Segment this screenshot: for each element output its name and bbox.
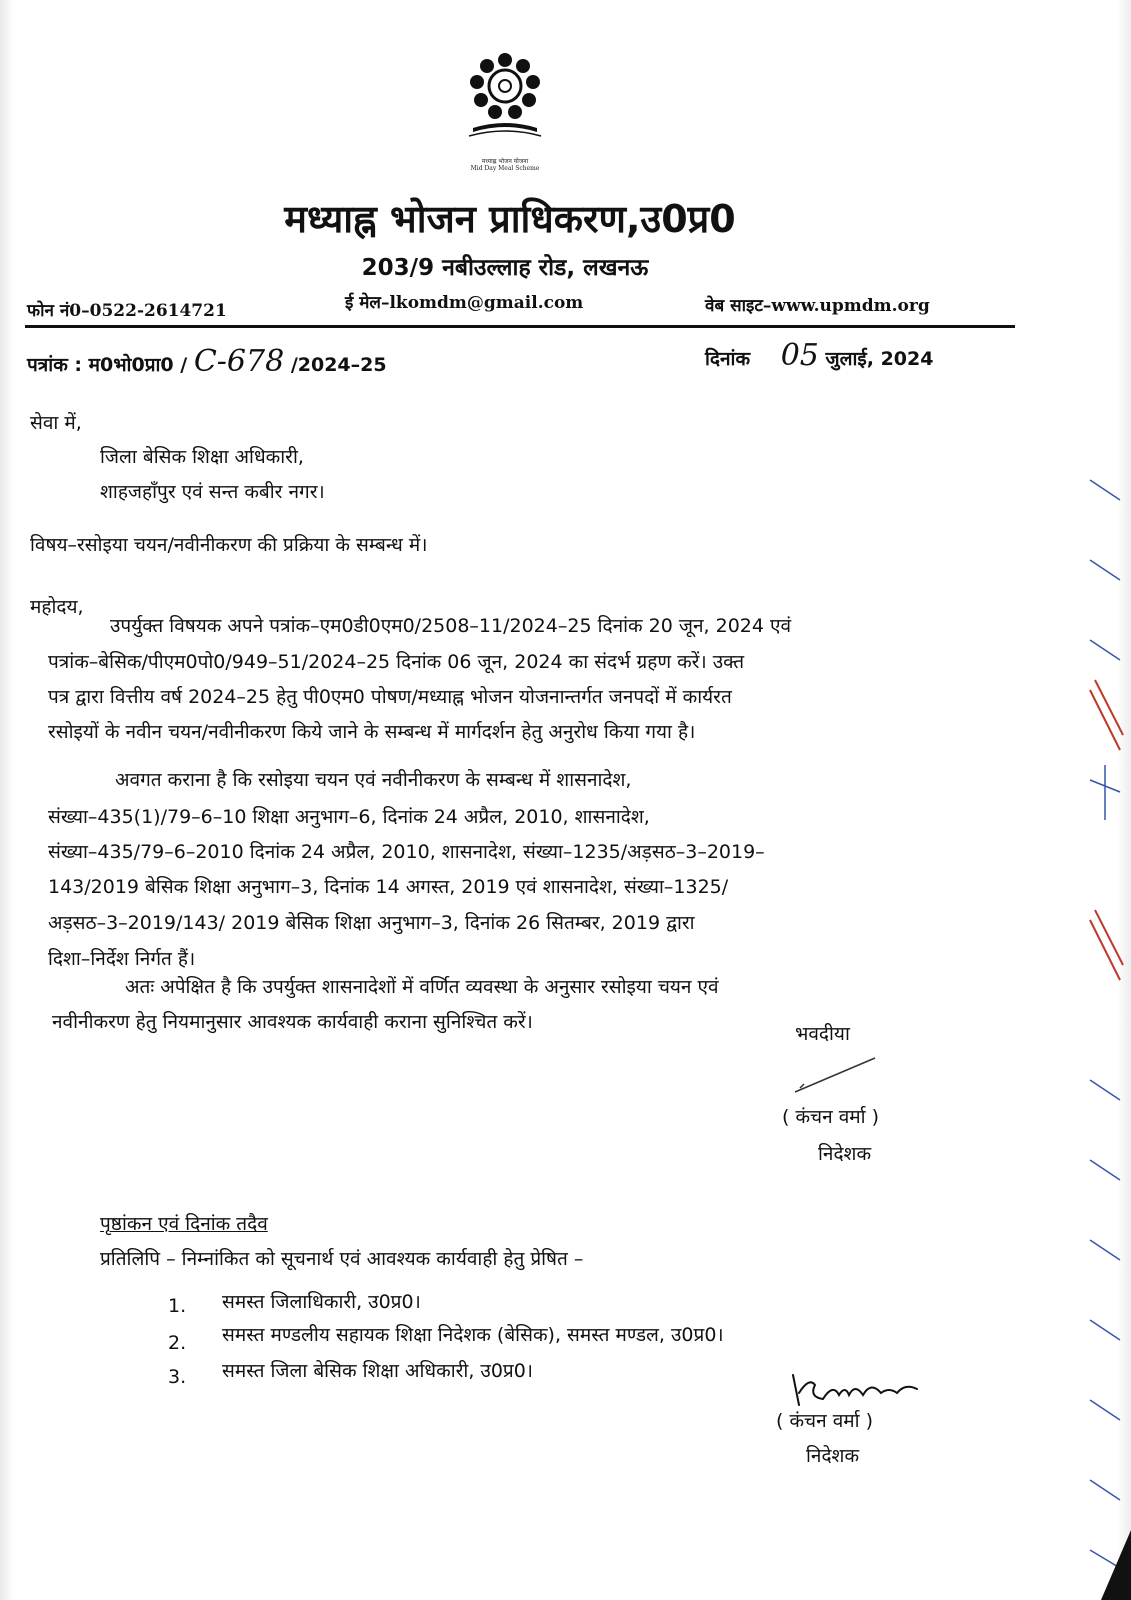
reference-prefix: पत्रांक : म0भो0प्रा0 / xyxy=(27,354,188,376)
organization-address: 203/9 नबीउल्लाह रोड, लखनऊ xyxy=(361,255,649,281)
copy-item-text: समस्त जिलाधिकारी, उ0प्र0। xyxy=(222,1291,421,1313)
logo-caption xyxy=(455,158,555,172)
copy-item-number: 1. xyxy=(168,1295,187,1317)
date-handwritten-day: 05 xyxy=(780,338,819,373)
body-line: पत्रांक–बेसिक/पीएम0पो0/949–51/2024–25 दिनांक 06 जून, 2024 का संदर्भ ग्रहण करें। उक्त xyxy=(48,651,745,673)
reference-suffix: /2024–25 xyxy=(290,354,387,376)
phone-number: फोन नं0–0522-2614721 xyxy=(27,301,227,321)
email-address: ई मेल–lkomdm@gmail.com xyxy=(345,293,584,313)
body-line: अवगत कराना है कि रसोइया चयन एवं नवीनीकरण के सम्बन्ध में शासनादेश, xyxy=(115,769,632,791)
copy-item-text: समस्त मण्डलीय सहायक शिक्षा निदेशक (बेसिक), समस्त मण्डल, उ0प्र0। xyxy=(222,1324,724,1346)
date-suffix: जुलाई, 2024 xyxy=(825,348,934,370)
greeting: महोदय, xyxy=(30,596,84,618)
body-line: रसोइयों के नवीन चयन/नवीनीकरण किये जाने के सम्बन्ध में मार्गदर्शन हेतु अनुरोध किया गया है। xyxy=(48,721,696,743)
logo-caption-english: Mid Day Meal Scheme xyxy=(470,165,540,172)
copy-item-text: समस्त जिला बेसिक शिक्षा अधिकारी, उ0प्र0। xyxy=(222,1360,534,1382)
body-line: उपर्युक्त विषयक अपने पत्रांक–एम0डी0एम0/2508–11/2024–25 दिनांक 20 जून, 2024 एवं xyxy=(110,615,792,637)
signatory-designation-2: निदेशक xyxy=(806,1445,860,1467)
page-corner-shadow xyxy=(1101,1530,1131,1600)
body-line: संख्या–435/79–6–2010 दिनांक 24 अप्रैल, 2010, शासनादेश, संख्या–1235/अड़सठ–3–2019– xyxy=(48,841,765,863)
signatory-name: ( कंचन वर्मा ) xyxy=(782,1106,879,1128)
salutation-to: सेवा में, xyxy=(30,412,82,434)
subject: विषय–रसोइया चयन/नवीनीकरण की प्रक्रिया के सम्बन्ध में। xyxy=(30,534,428,556)
date-label: दिनांक xyxy=(705,348,751,370)
copy-item-number: 2. xyxy=(168,1332,187,1354)
body-line: दिशा–निर्देश निर्गत हैं। xyxy=(48,948,196,970)
signatory-name-2: ( कंचन वर्मा ) xyxy=(776,1410,873,1432)
body-line: पत्र द्वारा वित्तीय वर्ष 2024–25 हेतु पी0एम0 पोषण/मध्याह्न भोजन योजनान्तर्गत जनपदों में कार्यरत xyxy=(48,686,732,708)
reference-handwritten-number: C-678 xyxy=(193,344,285,379)
signature-mark-icon xyxy=(790,1050,890,1100)
website: वेब साइट–www.upmdm.org xyxy=(705,296,930,316)
closing: भवदीया xyxy=(795,1023,850,1045)
recipient-line-2: शाहजहाँपुर एवं सन्त कबीर नगर। xyxy=(100,481,325,503)
copy-item-number: 3. xyxy=(168,1366,187,1388)
recipient-line-1: जिला बेसिक शिक्षा अधिकारी, xyxy=(100,446,304,468)
body-line: अतः अपेक्षित है कि उपर्युक्त शासनादेशों में वर्णित व्यवस्था के अनुसार रसोइया चयन एवं xyxy=(125,976,719,998)
organization-name: मध्याह्न भोजन प्राधिकरण,उ0प्र0 xyxy=(284,197,736,241)
signatory-designation: निदेशक xyxy=(818,1143,872,1165)
adjacent-page-marks-icon xyxy=(1085,420,1125,1570)
body-line: नवीनीकरण हेतु नियमानुसार आवश्यक कार्यवाही कराना सुनिश्चित करें। xyxy=(52,1011,533,1033)
header-divider xyxy=(25,325,1015,328)
letter-date xyxy=(705,338,933,373)
body-line: अड़सठ–3–2019/143/ 2019 बेसिक शिक्षा अनुभाग–3, दिनांक 26 सितम्बर, 2019 द्वारा xyxy=(48,912,695,934)
body-line: संख्या–435(1)/79–6–10 शिक्षा अनुभाग–6, दिनांक 24 अप्रैल, 2010, शासनादेश, xyxy=(48,806,650,828)
letter-reference xyxy=(27,344,387,379)
copy-line: प्रतिलिपि – निम्नांकित को सूचनार्थ एवं आवश्यक कार्यवाही हेतु प्रेषित – xyxy=(100,1248,584,1270)
endorsement-heading: पृष्ठांकन एवं दिनांक तदैव xyxy=(100,1213,268,1235)
body-line: 143/2019 बेसिक शिक्षा अनुभाग–3, दिनांक 14 अगस्त, 2019 एवं शासनादेश, संख्या–1325/ xyxy=(48,876,729,898)
logo-caption-hindi: मध्याह्न भोजन योजना xyxy=(481,158,529,165)
